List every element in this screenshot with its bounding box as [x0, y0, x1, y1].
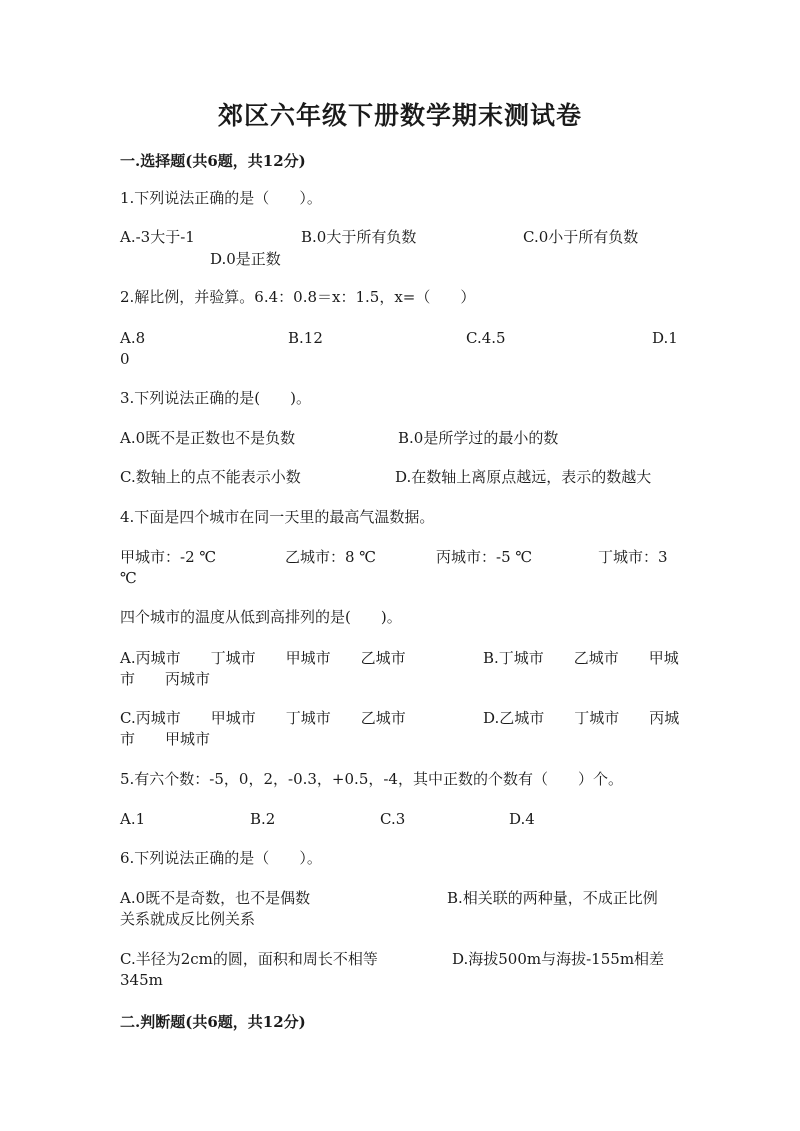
- question-4-stem-2: 四个城市的温度从低到高排列的是( )。: [120, 608, 402, 626]
- question-2-option-d: D.1: [652, 329, 678, 347]
- question-1-option-b: B.0大于所有负数: [301, 228, 417, 246]
- question-4-option-d: D.乙城市 丁城市 丙城: [483, 709, 680, 727]
- question-3-option-d: D.在数轴上离原点越远，表示的数越大: [395, 468, 652, 486]
- question-4-city-d: 丁城市：3: [598, 548, 668, 566]
- question-6-option-d-wrap: 345m: [120, 971, 163, 989]
- question-4-option-b-wrap: 市 丙城市: [120, 670, 211, 688]
- question-1-option-a: A.-3大于-1: [120, 228, 195, 246]
- question-3-option-c: C.数轴上的点不能表示小数: [120, 468, 301, 486]
- question-6-option-a: A.0既不是奇数，也不是偶数: [120, 889, 311, 907]
- question-4-city-d-wrap: ℃: [120, 569, 137, 587]
- question-5-stem: 5.有六个数：-5，0，2，-0.3，+0.5，-4，其中正数的个数有（ ）个。: [120, 770, 623, 788]
- question-6-stem: 6.下列说法正确的是（ ）。: [120, 849, 322, 867]
- question-6-option-b: B.相关联的两种量，不成正比例: [447, 889, 658, 907]
- question-1-option-d: D.0是正数: [210, 250, 281, 268]
- question-3-option-b: B.0是所学过的最小的数: [398, 429, 559, 447]
- question-5-option-b: B.2: [250, 810, 276, 828]
- question-5-option-d: D.4: [509, 810, 535, 828]
- question-2-option-c: C.4.5: [466, 329, 506, 347]
- question-2-option-d-wrap: 0: [120, 350, 130, 368]
- question-2-option-a: A.8: [120, 329, 146, 347]
- question-1-option-c: C.0小于所有负数: [523, 228, 639, 246]
- question-5-option-c: C.3: [380, 810, 406, 828]
- question-4-option-a: A.丙城市 丁城市 甲城市 乙城市: [120, 649, 406, 667]
- section-heading-choice: 一.选择题(共6题，共12分): [120, 152, 306, 170]
- question-2-stem: 2.解比例，并验算。6.4：0.8＝x：1.5，x=（ ）: [120, 288, 476, 306]
- question-1-stem: 1.下列说法正确的是（ ）。: [120, 189, 322, 207]
- question-6-option-c: C.半径为2cm的圆，面积和周长不相等: [120, 950, 378, 968]
- question-4-city-c: 丙城市：-5 ℃: [436, 548, 533, 566]
- question-2-option-b: B.12: [288, 329, 323, 347]
- page-title: 郊区六年级下册数学期末测试卷: [217, 101, 582, 130]
- question-4-city-b: 乙城市：8 ℃: [285, 548, 377, 566]
- section-heading-judgement: 二.判断题(共6题，共12分): [120, 1013, 306, 1031]
- question-4-option-b: B.丁城市 乙城市 甲城: [483, 649, 679, 667]
- question-6-option-b-wrap: 关系就成反比例关系: [120, 910, 256, 928]
- question-6-option-d: D.海拔500m与海拔-155m相差: [452, 950, 665, 968]
- question-3-stem: 3.下列说法正确的是( )。: [120, 389, 312, 407]
- question-4-city-a: 甲城市：-2 ℃: [120, 548, 217, 566]
- question-3-option-a: A.0既不是正数也不是负数: [120, 429, 296, 447]
- question-4-stem: 4.下面是四个城市在同一天里的最高气温数据。: [120, 508, 435, 526]
- question-4-option-c: C.丙城市 甲城市 丁城市 乙城市: [120, 709, 406, 727]
- question-4-option-d-wrap: 市 甲城市: [120, 730, 211, 748]
- question-5-option-a: A.1: [120, 810, 146, 828]
